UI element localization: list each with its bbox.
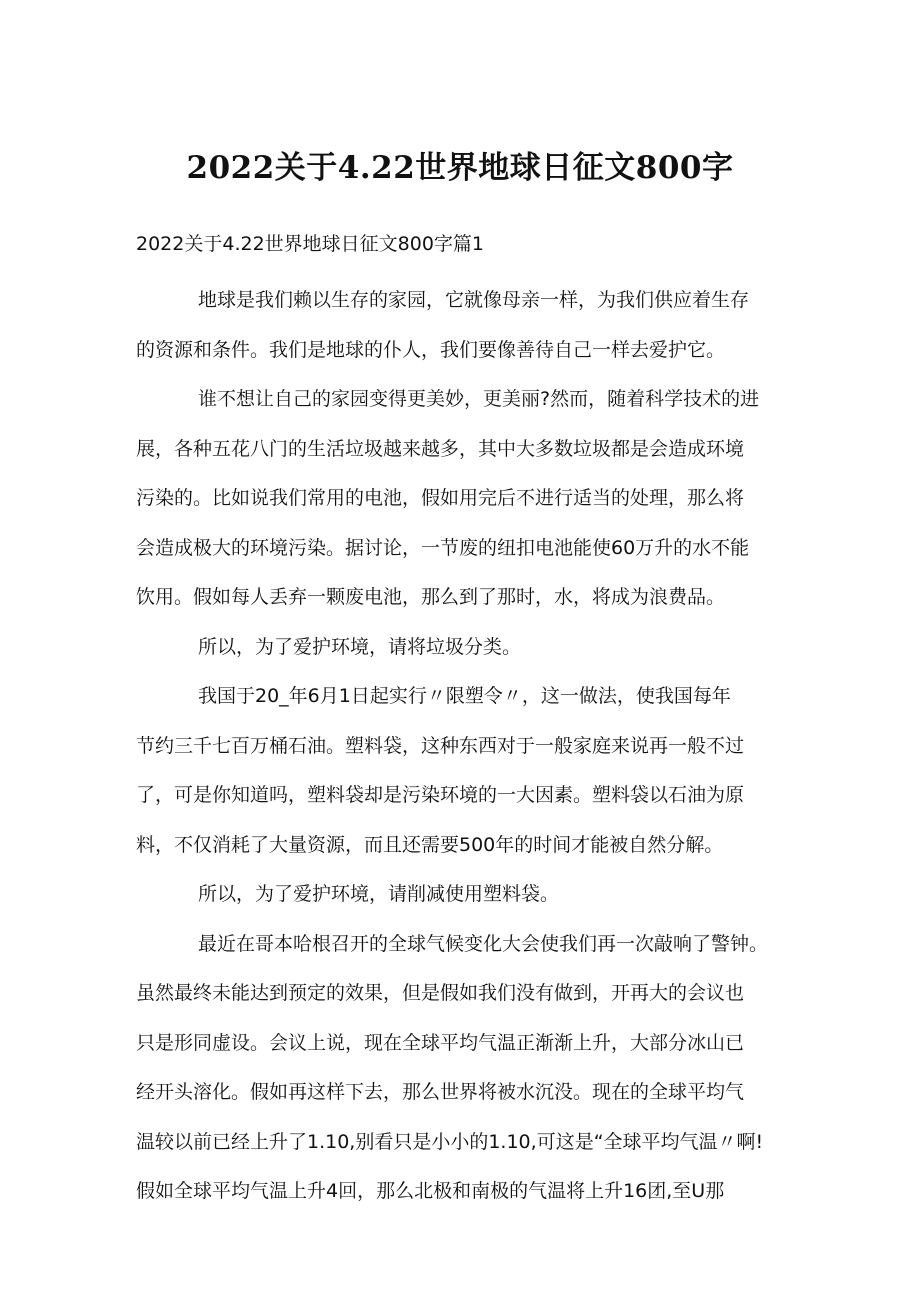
document-body	[136, 276, 806, 1217]
body-line: 温较以前已经上升了1.10,别看只是小小的1.10,可这是“全球平均气温〃啊!	[136, 1130, 764, 1153]
document-title: 2022关于4.22世界地球日征文800字	[186, 150, 734, 186]
body-line: 经开头溶化。假如再这样下去，那么世界将被水沉没。现在的全球平均气	[136, 1081, 745, 1103]
body-line: 的资源和条件。我们是地球的仆人，我们要像善待自己一样去爱护它。	[136, 338, 726, 361]
body-line: 料，不仅消耗了大量资源，而且还需要500年的时间才能被自然分解。	[136, 833, 724, 856]
body-line: 展，各种五花八门的生活垃圾越来越多，其中大多数垃圾都是会造成环境	[136, 437, 745, 460]
body-line: 会造成极大的环境污染。据讨论，一节废的纽扣电池能使60万升的水不能	[136, 536, 750, 559]
body-line: 所以，为了爱护环境，请将垃圾分类。	[198, 635, 522, 658]
body-line: 谁不想让自己的家园变得更美妙，更美丽?然而，随着科学技术的进	[198, 388, 760, 410]
body-line: 最近在哥本哈根召开的全球气候变化大会使我们再一次敲响了警钟。	[198, 932, 769, 955]
body-line: 了，可是你知道吗，塑料袋却是污染环境的一大因素。塑料袋以石油为原	[136, 784, 745, 806]
body-line: 节约三千七百万桶石油。塑料袋，这种东西对于一般家庭来说再一般不过	[136, 734, 745, 757]
body-line: 只是形同虚设。会议上说，现在全球平均气温正渐渐上升，大部分冰山已	[136, 1031, 745, 1054]
body-line: 饮用。假如每人丢弃一颗废电池，那么到了那时，水，将成为浪费品。	[136, 586, 726, 608]
body-line: 地球是我们赖以生存的家园，它就像母亲一样，为我们供应着生存	[198, 289, 750, 311]
body-line: 所以，为了爱护环境，请削减使用塑料袋。	[198, 883, 560, 905]
body-line: 假如全球平均气温上升4回，那么北极和南极的气温将上升16团,至U那	[136, 1180, 725, 1202]
body-line: 虽然最终未能达到预定的效果，但是假如我们没有做到，开再大的会议也	[136, 982, 745, 1004]
body-line: 我国于20_年6月1日起实行〃限塑令〃，这一做法，使我国每年	[198, 685, 731, 707]
section-heading: 2022关于4.22世界地球日征文800字篇1	[136, 233, 485, 255]
body-line: 污染的。比如说我们常用的电池，假如用完后不进行适当的处理，那么将	[136, 487, 745, 509]
